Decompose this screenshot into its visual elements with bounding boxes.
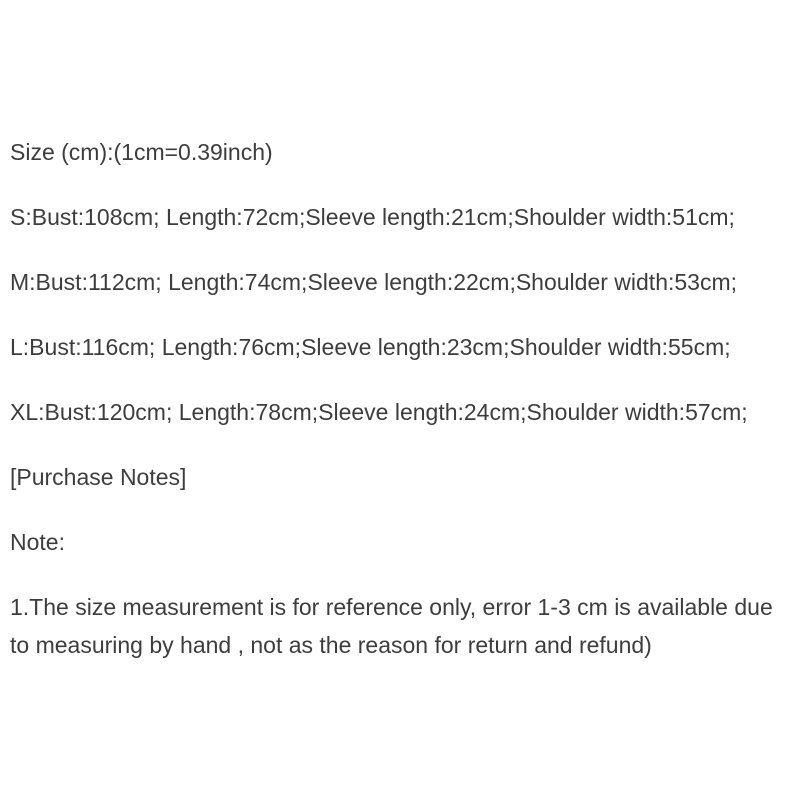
size-row-l: L:Bust:116cm; Length:76cm;Sleeve length:23cm;Shoulder width:55cm; [10, 334, 731, 360]
size-row-m: M:Bust:112cm; Length:74cm;Sleeve length:22cm;Shoulder width:53cm; [10, 269, 738, 295]
size-chart-header: Size (cm):(1cm=0.39inch) [10, 139, 273, 165]
note-heading: Note: [10, 529, 65, 555]
purchase-notes-heading: [Purchase Notes] [10, 464, 187, 490]
note-body: 1.The size measurement is for reference only, error 1-3 cm is available due to measuring by hand , not as the reason for return and refund) [10, 594, 773, 658]
size-row-xl: XL:Bust:120cm; Length:78cm;Sleeve length:24cm;Shoulder width:57cm; [10, 399, 748, 425]
size-row-s: S:Bust:108cm; Length:72cm;Sleeve length:21cm;Shoulder width:51cm; [10, 204, 735, 230]
